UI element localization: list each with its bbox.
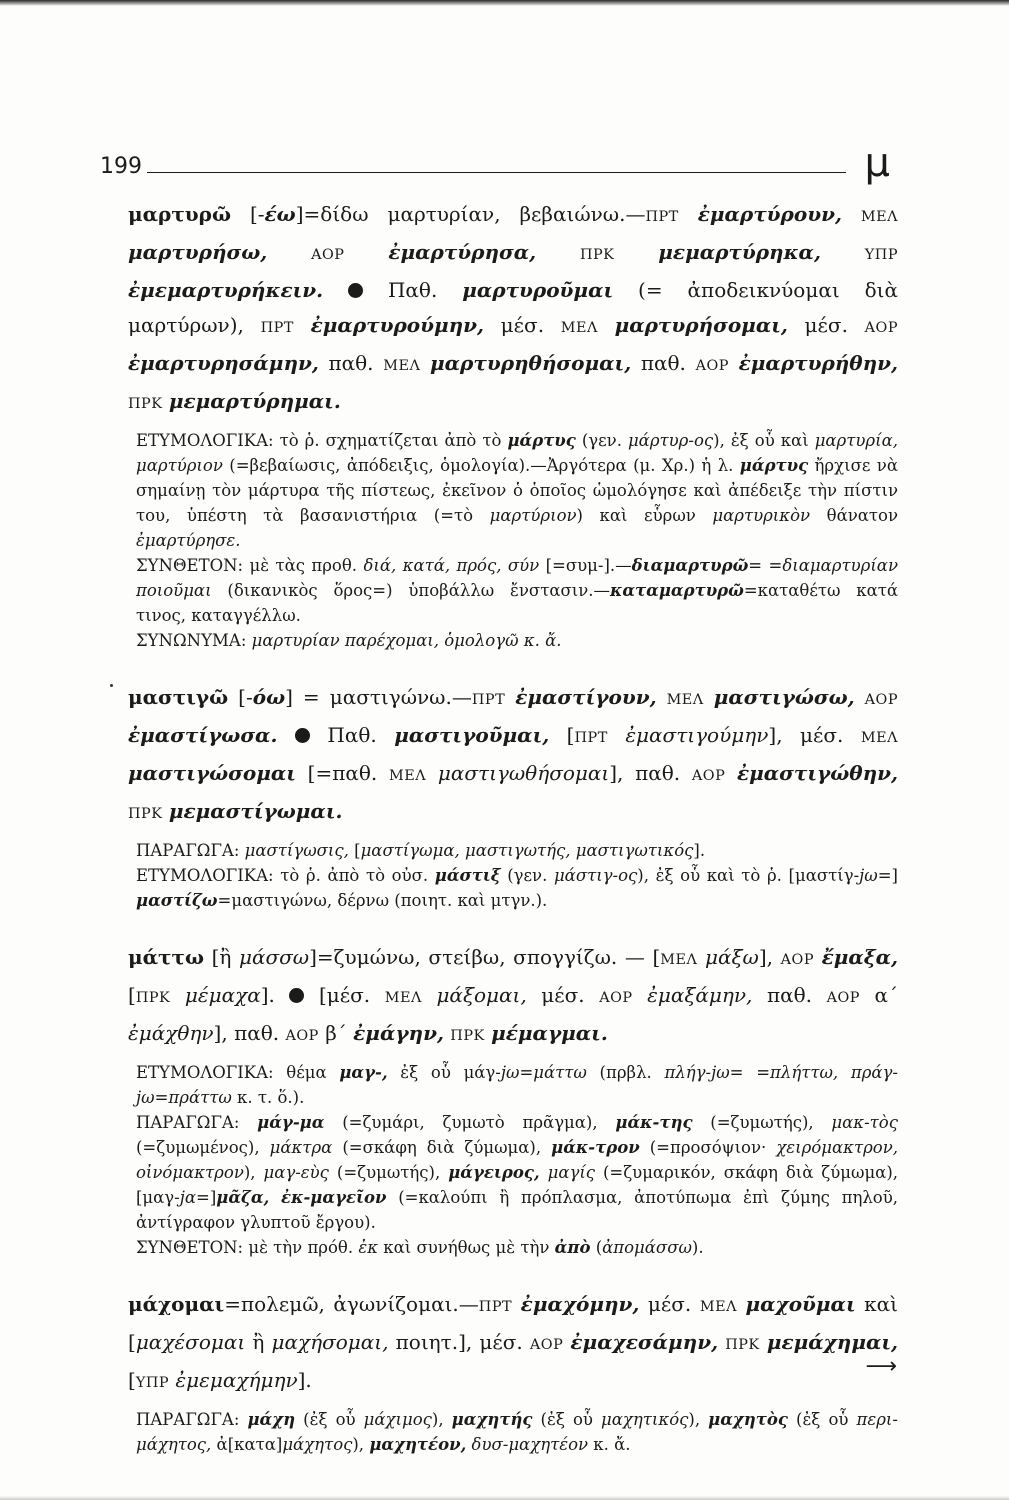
entry-definition: [128, 1287, 898, 1401]
entry-section: [136, 628, 898, 653]
text-run: [267, 240, 311, 264]
grammar-abbrev: ΜΕΛ: [383, 358, 421, 374]
text-run: ΣΥΝΘΕΤΟΝ: μὲ τὴν πρόθ.: [136, 1238, 359, 1257]
text-run: ΕΤΥΜΟΛΟΓΙΚΑ: τὸ ῥ. σχηματίζεται ἀπὸ τὸ: [136, 431, 508, 450]
text-run: Παθ.: [309, 723, 395, 747]
text-run: [704, 685, 714, 709]
text-run: μαρτυρήσω,: [128, 240, 268, 264]
entry-section: [136, 1235, 898, 1260]
text-run: [536, 240, 580, 264]
text-run: μεμαστίγωμαι.: [168, 799, 343, 823]
text-run: [-: [228, 685, 253, 709]
text-run: διαμαρτυρῶ: [631, 556, 749, 575]
text-run: ἀπομάσσω: [602, 1238, 692, 1257]
text-run: μάστιγ-ος: [553, 866, 638, 885]
grammar-abbrev: ΑΟΡ: [285, 1028, 319, 1044]
text-run: έω: [264, 202, 296, 226]
text-run: [: [128, 1368, 136, 1392]
text-run: ἐκ-μαγεῖον: [281, 1188, 387, 1207]
text-run: μαχητέον,: [369, 1435, 467, 1454]
text-run: μεμαρτύρηκα,: [658, 240, 821, 264]
text-run: ἤρχισε νὰ σημαίνῃ τὸν μάρτυρα τῆς πίστεως, ἐκεῖνον ὁ ὁποῖος ὡμολόγησε καὶ ἀπέδειξε τὴν πίστιν του, ὑπέστη τὰ βασανιστήρια (=τὸ: [136, 456, 898, 525]
text-run: ], παθ.: [609, 761, 692, 785]
grammar-abbrev: ΠΡΚ: [579, 247, 615, 263]
text-run: (=ζυμαρικόν, σκάφη διὰ ζύμωμα), [μαγ-: [136, 1163, 899, 1207]
page-number: 199: [100, 154, 142, 179]
text-run: μαρτυροῦμαι: [462, 278, 614, 302]
text-run: μαρτύριον: [489, 506, 577, 525]
text-run: ΣΥΝΩΝΥΜΑ:: [136, 631, 252, 650]
text-run: [855, 685, 865, 709]
entry-section: [136, 863, 898, 913]
text-run: μέσ.: [787, 313, 865, 337]
headword: μάχομαι: [128, 1292, 225, 1316]
dictionary-content: [128, 197, 898, 1484]
text-run: (=βεβαίωσις, ἀπόδειξις, ὁμολογία).—Ἀργότερα (μ. Χρ.) ἡ λ.: [222, 456, 740, 475]
grammar-abbrev: ΑΟΡ: [826, 990, 860, 1006]
text-run: ΠΑΡΑΓΩΓΑ:: [136, 1113, 258, 1132]
running-head: [100, 140, 890, 192]
text-run: ] = μαστιγώνω.—: [285, 685, 472, 709]
grammar-abbrev: ΠΡΚ: [128, 806, 163, 822]
text-run: ἐμαστιγώθην,: [736, 761, 899, 785]
text-run: α΄: [859, 983, 898, 1007]
bullet-dot-icon: [289, 988, 304, 1003]
text-run: μακ-τὸς: [831, 1113, 898, 1132]
text-run: ἐκ: [358, 1238, 379, 1257]
text-run: μεμαρτύρημαι.: [168, 389, 341, 413]
text-run: μαχήσομαι,: [271, 1330, 389, 1354]
entry-definition: [128, 197, 898, 422]
text-run: μαστιγώσω,: [713, 685, 855, 709]
text-run: καὶ [: [128, 1292, 899, 1354]
text-run: μαγ-εὺς: [263, 1163, 329, 1182]
text-run: =καταθέτω κατά τινος, καταγγέλλω.: [136, 581, 899, 625]
text-run: [: [549, 723, 575, 747]
text-run: μαστίγωμα, μαστιγωτής, μαστιγωτικός: [360, 841, 694, 860]
entry-section: [136, 428, 898, 553]
text-run: [μέσ.: [304, 983, 385, 1007]
text-run: μάχιμος: [363, 1410, 432, 1429]
text-run: ἔμαξα,: [821, 945, 898, 969]
text-run: μαστιγωθήσομαι: [437, 761, 610, 785]
bullet-dot-icon: [348, 283, 363, 298]
text-run: μαχέσομαι: [135, 1330, 246, 1354]
section-letter: μ: [864, 140, 890, 186]
grammar-abbrev: ΠΡΚ: [725, 1337, 760, 1353]
grammar-abbrev: ΠΡΤ: [574, 730, 608, 746]
text-run: [598, 313, 615, 337]
text-run: μαγίς: [547, 1163, 596, 1182]
text-run: ),: [688, 1410, 709, 1429]
text-run: μαχοῦμαι: [745, 1292, 856, 1316]
grammar-abbrev: ΑΟΡ: [599, 990, 633, 1006]
grammar-abbrev: ΜΕΛ: [388, 768, 427, 784]
grammar-abbrev: ΑΟΡ: [695, 358, 729, 374]
text-run: (: [590, 1238, 603, 1257]
text-run: [=συμ-].—: [539, 556, 632, 575]
headword: μαρτυρῶ: [128, 202, 232, 226]
text-run: ἐμεμαρτυρήκειν.: [128, 278, 324, 302]
grammar-abbrev: ΑΟΡ: [780, 952, 814, 968]
grammar-abbrev: ΜΕΛ: [860, 209, 898, 225]
text-run: ΠΑΡΑΓΩΓΑ:: [136, 1410, 248, 1429]
text-run: jω: [500, 1063, 520, 1082]
bullet-dot-icon: [295, 728, 310, 743]
entry-section: [136, 838, 898, 863]
scan-top-edge: [0, 0, 1009, 6]
text-run: καταμαρτυρῶ: [609, 581, 744, 600]
text-run: ),: [352, 1435, 370, 1454]
text-run: =: [519, 1063, 534, 1082]
text-run: ), ἐξ οὗ καὶ τὸ ῥ. [μαστίγ-: [637, 866, 860, 885]
entry-section: [136, 1407, 898, 1457]
text-run: ]=δίδω μαρτυρίαν, βεβαιώνω.—: [295, 202, 646, 226]
text-run: ἀ[κατα]: [211, 1435, 283, 1454]
grammar-abbrev: ΜΕΛ: [560, 320, 598, 336]
text-run: μαχητικός: [601, 1410, 689, 1429]
text-run: ἐμεμαχήμην: [175, 1368, 298, 1392]
text-run: μαστίγωσις,: [244, 841, 349, 860]
grammar-abbrev: ΠΡΚ: [128, 396, 163, 412]
text-run: = =: [729, 1063, 771, 1082]
text-run: μέσ.: [526, 983, 600, 1007]
text-run: [814, 945, 822, 969]
text-run: (=ζυμωτής),: [328, 1163, 449, 1182]
grammar-abbrev: ΑΟΡ: [529, 1337, 564, 1353]
text-run: ἐμαξάμην,: [647, 983, 753, 1007]
text-run: μαρτυρία, μαρτύριον: [136, 431, 898, 475]
text-run: ],: [758, 945, 781, 969]
text-run: ) καὶ εὗρων: [576, 506, 713, 525]
text-run: ἢ: [245, 1330, 272, 1354]
text-run: μέμαχα: [184, 983, 261, 1007]
text-run: παθ.: [631, 351, 696, 375]
text-run: [=παθ.: [295, 761, 389, 785]
text-run: (=καλούπι ἢ πρόπλασμα, ἀποτύπωμα ἐπὶ ζύμης πηλοῦ, ἀντίγραφον γλυπτοῦ ἔργου).: [136, 1188, 898, 1232]
text-run: μαρτυρηθήσομαι,: [430, 351, 632, 375]
grammar-abbrev: ΜΕΛ: [860, 730, 899, 746]
text-run: (=ζυμωτής),: [692, 1113, 832, 1132]
text-run: ἐμαρτυρησάμην,: [128, 351, 319, 375]
text-run: μέσ.: [639, 1292, 700, 1316]
text-run: μάκ-της: [615, 1113, 693, 1132]
text-run: μάρτυρ-ος: [627, 431, 714, 450]
text-run: [420, 351, 430, 375]
continuation-arrow-icon: ⟶: [865, 1354, 897, 1379]
text-run: ἐμαστίγουν,: [515, 685, 657, 709]
text-run: [344, 240, 388, 264]
text-run: [505, 685, 515, 709]
grammar-abbrev: ΜΕΛ: [666, 692, 704, 708]
text-run: [725, 761, 737, 785]
text-run: ἐμάγην,: [353, 1021, 444, 1045]
text-run: μέσ.: [483, 313, 561, 337]
headword: μάττω: [128, 945, 204, 969]
text-run: [512, 1292, 521, 1316]
grammar-abbrev: ΠΡΤ: [260, 320, 294, 336]
text-run: μάττω: [533, 1063, 587, 1082]
text-run: (=ζυμάρι, ζυμωτὸ πρᾶγμα),: [324, 1113, 616, 1132]
text-run: [614, 240, 658, 264]
text-run: (ἐξ οὗ: [787, 1410, 857, 1429]
text-run: [269, 1188, 281, 1207]
text-run: μάστιξ: [434, 866, 501, 885]
text-run: =]: [196, 1188, 217, 1207]
text-run: [760, 1330, 767, 1354]
text-run: μάρτυς: [507, 431, 576, 450]
grammar-abbrev: ΜΕΛ: [699, 1299, 737, 1315]
text-run: [679, 202, 698, 226]
entry-section: [136, 553, 898, 628]
text-run: =μαστιγώνω, δέρνω (ποιητ. καὶ μτγν.).: [217, 891, 548, 910]
headword: μαστιγῶ: [128, 685, 229, 709]
text-run: μάκ-τρον: [551, 1138, 640, 1157]
text-run: μέμαγμαι.: [491, 1021, 608, 1045]
text-run: (δικανικὸς ὅρος=) ὑποβάλλω ἔνστασιν.—: [211, 581, 610, 600]
text-run: ),: [431, 1410, 452, 1429]
text-run: ἐμαρτύρησε.: [136, 531, 241, 550]
text-run: καὶ συνήθως μὲ τὴν: [378, 1238, 555, 1257]
text-run: μαστίζω: [136, 891, 218, 910]
text-run: ).: [691, 1238, 704, 1257]
grammar-abbrev: ΠΡΚ: [135, 990, 171, 1006]
margin-mark: [110, 684, 113, 687]
grammar-abbrev: ΜΕΛ: [660, 952, 698, 968]
entry-definition: [128, 680, 898, 832]
text-run: μάχη: [247, 1410, 296, 1429]
text-run: ποιητ.], μέσ.: [388, 1330, 530, 1354]
grammar-abbrev: ΑΟΡ: [691, 768, 726, 784]
text-run: κ. τ. ὅ.).: [231, 1088, 305, 1107]
text-run: μάγειρος,: [448, 1163, 540, 1182]
text-run: ἐμαρτύρουν,: [697, 202, 842, 226]
text-run: [: [348, 841, 361, 860]
text-run: ΠΑΡΑΓΩΓΑ:: [136, 841, 245, 860]
text-run: (ἐξ οὗ: [295, 1410, 364, 1429]
grammar-abbrev: ΥΠΡ: [864, 247, 898, 263]
text-run: ),: [243, 1163, 264, 1182]
entry-martyro: [128, 197, 898, 653]
text-run: ].: [693, 841, 706, 860]
grammar-abbrev: ΑΟΡ: [864, 692, 899, 708]
text-run: ], παθ.: [213, 1021, 286, 1045]
text-run: [-: [231, 202, 265, 226]
text-run: μάξω: [705, 945, 759, 969]
text-run: (πρβλ.: [586, 1063, 665, 1082]
text-run: μαρτυρήσομαι,: [614, 313, 788, 337]
text-run: μάρτυς: [739, 456, 809, 475]
text-run: ἐμαχόμην,: [520, 1292, 640, 1316]
grammar-abbrev: ΑΟΡ: [311, 247, 345, 263]
text-run: (=σκάφη διὰ ζύμωμα),: [332, 1138, 552, 1157]
text-run: ].: [297, 1368, 312, 1392]
text-run: jω: [859, 866, 878, 885]
text-run: [842, 202, 861, 226]
text-run: [633, 983, 648, 1007]
text-run: ἐμαρτύρησα,: [388, 240, 537, 264]
text-run: [: [128, 983, 136, 1007]
text-run: =πολεμῶ, ἀγωνίζομαι.—: [224, 1292, 479, 1316]
text-run: θάνατον: [810, 506, 898, 525]
entry-mastigo: [128, 680, 898, 913]
text-run: ἐμαρτυρούμην,: [310, 313, 484, 337]
grammar-abbrev: ΥΠΡ: [135, 1375, 170, 1391]
text-run: μαχητὸς: [708, 1410, 788, 1429]
text-run: ΕΤΥΜΟΛΟΓΙΚΑ: τὸ ῥ. ἀπὸ τὸ οὐσ.: [136, 866, 435, 885]
text-run: [170, 983, 185, 1007]
text-run: [608, 723, 625, 747]
text-run: περι-μάχητος,: [136, 1410, 898, 1454]
text-run: (γεν.: [575, 431, 628, 450]
text-run: μεμάχημαι,: [766, 1330, 899, 1354]
text-run: ], μέσ.: [768, 723, 861, 747]
text-run: ἐμαστίγωσα.: [128, 723, 278, 747]
text-run: κ. ἄ.: [588, 1435, 631, 1454]
text-run: ἀπὸ: [554, 1238, 591, 1257]
text-run: [821, 240, 865, 264]
grammar-abbrev: ΠΡΤ: [645, 209, 679, 225]
entry-section: [136, 1060, 898, 1110]
text-run: =]: [877, 866, 898, 885]
text-run: όω: [252, 685, 286, 709]
text-run: παθ.: [318, 351, 384, 375]
entry-section: [136, 1110, 898, 1235]
text-run: χειρόμακτρον, οἰνόμακτρον: [136, 1138, 898, 1182]
text-run: (=προσόψιον·: [639, 1138, 777, 1157]
text-run: ἐμαρτυρήθην,: [738, 351, 899, 375]
text-run: Παθ.: [363, 278, 463, 302]
text-run: (= ἀποδεικνύομαι διὰ μαρτύρων),: [128, 278, 898, 337]
text-run: ἐμάχθην: [128, 1021, 214, 1045]
text-run: [737, 1292, 746, 1316]
scan-bottom-edge: [0, 1496, 1009, 1500]
grammar-abbrev: ΑΟΡ: [864, 320, 898, 336]
text-run: (γεν.: [500, 866, 554, 885]
text-run: μαστιγοῦμαι,: [394, 723, 550, 747]
grammar-abbrev: ΜΕΛ: [384, 990, 422, 1006]
text-run: ἐμαχεσάμην,: [570, 1330, 719, 1354]
text-run: = =: [748, 556, 783, 575]
text-run: [540, 1163, 548, 1182]
entry-machomai: [128, 1287, 898, 1457]
text-run: μάκτρα: [269, 1138, 333, 1157]
text-run: ΕΤΥΜΟΛΟΓΙΚΑ: θέμα: [136, 1063, 340, 1082]
text-run: ἐξ οὗ μάγ-: [387, 1063, 501, 1082]
text-run: [729, 351, 739, 375]
text-run: (ἐξ οὗ: [532, 1410, 602, 1429]
text-run: μαρτυρίαν παρέχομαι, ὁμολογῶ κ. ἄ.: [251, 631, 562, 650]
text-run: [426, 761, 438, 785]
header-rule: [147, 172, 846, 173]
text-run: μάσσω: [239, 945, 310, 969]
text-run: μαστιγώσομαι: [128, 761, 296, 785]
entry-definition: [128, 940, 898, 1054]
text-run: παθ.: [752, 983, 827, 1007]
text-run: μαχητής: [451, 1410, 533, 1429]
text-run: [697, 945, 705, 969]
text-run: ), ἐξ οὗ καὶ: [713, 431, 815, 450]
text-run: β΄: [318, 1021, 354, 1045]
text-run: [422, 983, 437, 1007]
grammar-abbrev: ΠΡΤ: [471, 692, 506, 708]
entry-matto: [128, 940, 898, 1260]
text-run: (=ζυμωμένος),: [136, 1138, 270, 1157]
text-run: πλήγ-jω: [664, 1063, 730, 1082]
text-run: jα: [179, 1188, 197, 1207]
text-run: [294, 313, 311, 337]
text-run: [657, 685, 667, 709]
grammar-abbrev: ΠΡΤ: [478, 1299, 513, 1315]
text-run: δυσ-μαχητέον: [471, 1435, 589, 1454]
text-run: διαμαρτυρίαν ποιοῦμαι: [136, 556, 898, 600]
grammar-abbrev: ΠΡΚ: [450, 1028, 485, 1044]
text-run: διά, κατά, πρός, σύν: [363, 556, 540, 575]
text-run: [323, 278, 348, 302]
text-run: [277, 723, 294, 747]
text-run: μᾶζα,: [216, 1188, 270, 1207]
text-run: [ἢ: [204, 945, 239, 969]
text-run: ]=ζυμώνω, στείβω, σπογγίζω. — [: [309, 945, 661, 969]
text-run: ].: [260, 983, 290, 1007]
text-run: μαρτυρικὸν: [712, 506, 811, 525]
text-run: μάγ-μα: [257, 1113, 325, 1132]
text-run: μάξομαι,: [436, 983, 527, 1007]
text-run: μάχητος: [282, 1435, 353, 1454]
text-run: ΣΥΝΘΕΤΟΝ: μὲ τὰς προθ.: [136, 556, 364, 575]
text-run: ἐμαστιγούμην: [625, 723, 769, 747]
text-run: μαγ-,: [339, 1063, 388, 1082]
text-run: πλήττω, πράγ-jω=πράττω: [136, 1063, 898, 1107]
